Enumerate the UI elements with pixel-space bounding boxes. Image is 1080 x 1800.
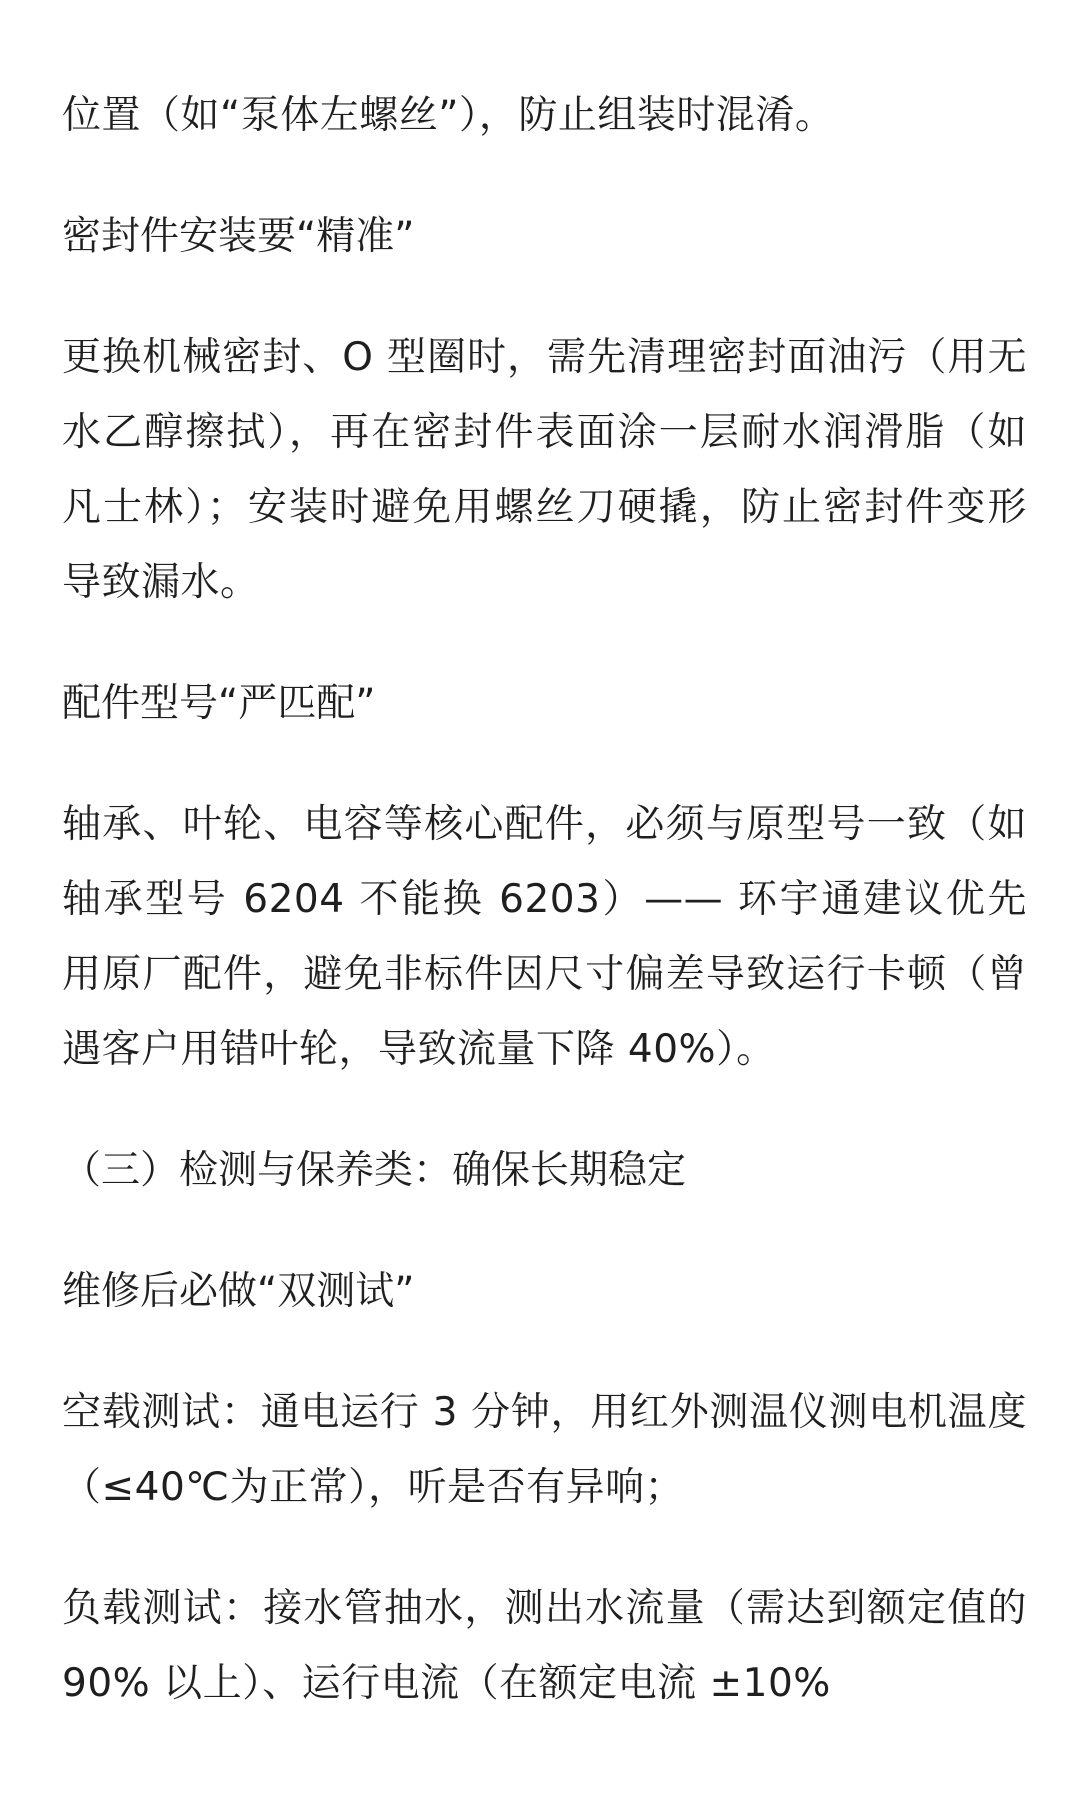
spacer bbox=[62, 620, 1027, 666]
article-body bbox=[62, 78, 1027, 1721]
paragraph-seal-install: 更换机械密封、O 型圈时，需先清理密封面油污（用无水乙醇擦拭），再在密封件表面涂一层耐水润滑脂（如凡士林）；安装时避免用螺丝刀硬撬，防止密封件变形导致漏水。 bbox=[62, 335, 1027, 605]
spacer bbox=[62, 1329, 1027, 1375]
paragraph-noload-test: 空载测试：通电运行 3 分钟，用红外测温仪测电机温度（≤40℃为正常），听是否有异响； bbox=[62, 1390, 1027, 1510]
paragraph-load-test: 负载测试：接水管抽水，测出水流量（需达到额定值的 90% 以上）、运行电流（在额定电流 ±10% bbox=[62, 1586, 1027, 1706]
paragraph-part-model: 轴承、叶轮、电容等核心配件，必须与原型号一致（如轴承型号 6204 不能换 6203）—— 环宇通建议优先用原厂配件，避免非标件因尺寸偏差导致运行卡顿（曾遇客户用错叶轮，导致流量下降 40%）。 bbox=[62, 802, 1027, 1072]
paragraph-label-position: 位置（如“泵体左螺丝”），防止组装时混淆。 bbox=[62, 93, 835, 138]
spacer bbox=[62, 741, 1027, 787]
spacer bbox=[62, 1208, 1027, 1254]
spacer bbox=[62, 1087, 1027, 1133]
spacer bbox=[62, 1525, 1027, 1571]
spacer bbox=[62, 274, 1027, 320]
section-heading-testing: （三）检测与保养类：确保长期稳定 bbox=[62, 1148, 687, 1193]
spacer bbox=[62, 153, 1027, 199]
heading-double-test: 维修后必做“双测试” bbox=[62, 1269, 415, 1314]
heading-part-model: 配件型号“严匹配” bbox=[62, 681, 376, 726]
heading-seal-install: 密封件安装要“精准” bbox=[62, 214, 415, 259]
